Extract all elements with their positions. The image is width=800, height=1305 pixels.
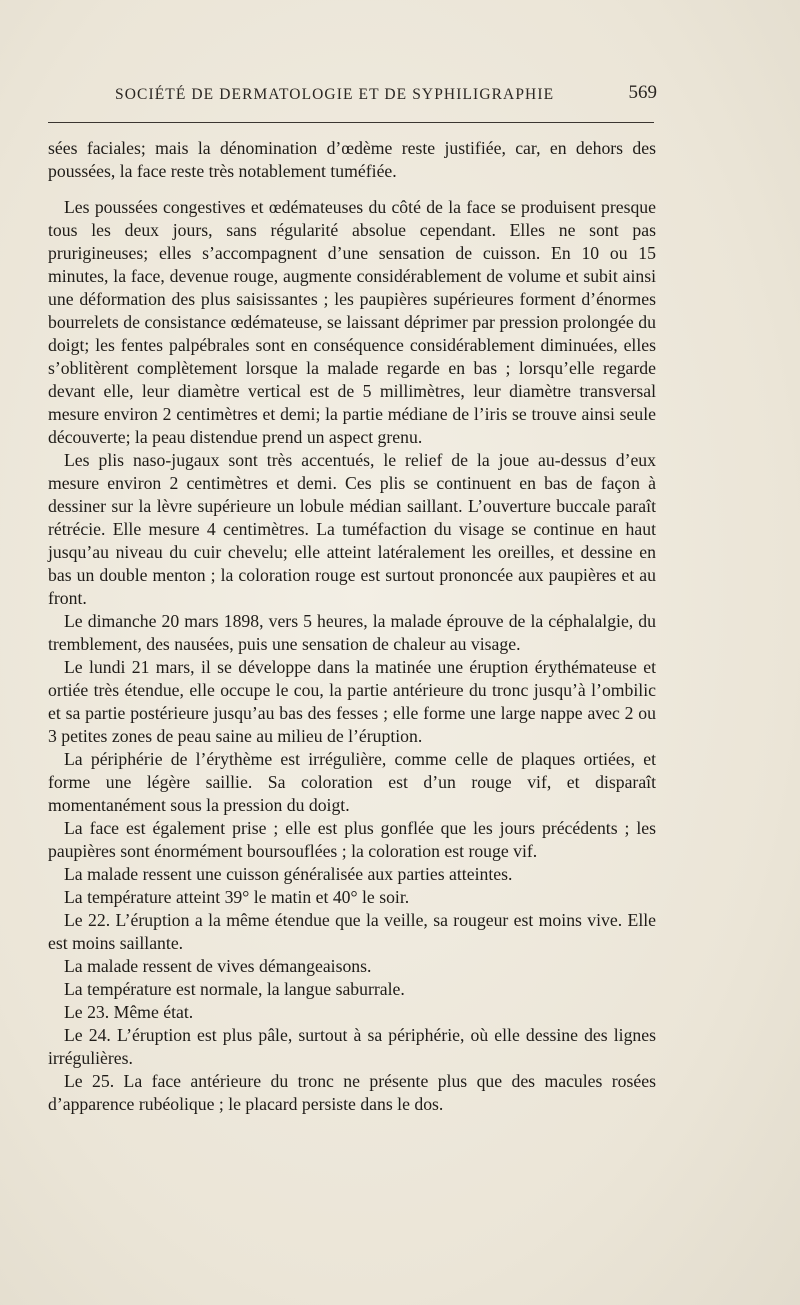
page-number: 569	[628, 82, 657, 103]
paragraph: La malade ressent de vives démangeaisons.	[64, 956, 372, 976]
paragraph: La malade ressent une cuisson généralisée aux parties atteintes.	[64, 864, 513, 884]
paragraph: Le 25. La face antérieure du tronc ne présente plus que des macules rosées d’apparence rubéolique ; le placard persiste dans le dos.	[48, 1071, 656, 1114]
running-header	[115, 82, 657, 110]
paragraph: La périphérie de l’érythème est irrégulière, comme celle de plaques ortiées, et forme une légère saillie. Sa coloration est d’un rouge vif, et disparaît momentanément sous la pression du doigt.	[48, 749, 656, 815]
paragraph: Le 24. L’éruption est plus pâle, surtout à sa périphérie, où elle dessine des lignes irrégulières.	[48, 1025, 656, 1068]
paragraph: Le lundi 21 mars, il se développe dans la matinée une éruption érythémateuse et ortiée très étendue, elle occupe le cou, la partie antérieure du tronc jusqu’à l’ombilic et sa partie postérieure jusqu’au bas des fesses ; elle forme une large nappe avec 2 ou 3 petites zones de peau saine au milieu de l’éruption.	[48, 657, 656, 746]
paragraph: Les plis naso-jugaux sont très accentués, le relief de la joue au-dessus d’eux mesure environ 2 centimètres et demi. Ces plis se continuent en bas de façon à dessiner sur la lèvre supérieure un lobule médian saillant. L’ouverture buccale paraît rétrécie. Elle mesure 4 centimètres. La tuméfaction du visage se continue en haut jusqu’au niveau du cuir chevelu; elle atteint latéralement les oreilles, et dessine en bas un double menton ; la coloration rouge est surtout prononcée aux paupières et au front.	[48, 450, 656, 608]
paragraph: sées faciales; mais la dénomination d’œdème reste justifiée, car, en dehors des poussées, la face reste très notablement tuméfiée.	[48, 138, 656, 181]
paragraph: Le 23. Même état.	[64, 1002, 194, 1022]
paragraph: Le dimanche 20 mars 1898, vers 5 heures, la malade éprouve de la céphalalgie, du tremblement, des nausées, puis une sensation de chaleur au visage.	[48, 611, 656, 654]
paragraph: Les poussées congestives et œdémateuses du côté de la face se produisent presque tous les deux jours, sans régularité absolue cependant. Elles ne sont pas prurigineuses; elles s’accompagnent d’une sensation de cuisson. En 10 ou 15 minutes, la face, devenue rouge, augmente considérablement de volume et subit ainsi une déformation des plus saisissantes ; les paupières supérieures forment d’énormes bourrelets de consistance œdémateuse, se laissant déprimer par pression prolongée du doigt; les fentes palpébrales sont en conséquence considérablement diminuées, elles s’oblitèrent complètement lorsque la malade regarde en bas ; lorsqu’elle regarde devant elle, leur diamètre vertical est de 5 millimètres, leur diamètre transversal mesure environ 2 centimètres et demi; la partie médiane de l’iris se trouve ainsi seule découverte; la peau distendue prend un aspect grenu.	[48, 197, 656, 447]
running-title: SOCIÉTÉ DE DERMATOLOGIE ET DE SYPHILIGRAPHIE	[115, 86, 555, 103]
body-text	[48, 137, 656, 1116]
header-rule	[48, 122, 654, 123]
paragraph: La température atteint 39° le matin et 40° le soir.	[64, 887, 410, 907]
paragraph: Le 22. L’éruption a la même étendue que la veille, sa rougeur est moins vive. Elle est moins saillante.	[48, 910, 656, 953]
paragraph: La température est normale, la langue saburrale.	[64, 979, 405, 999]
paragraph: La face est également prise ; elle est plus gonflée que les jours précédents ; les paupières sont énormément boursouflées ; la coloration est rouge vif.	[48, 818, 656, 861]
